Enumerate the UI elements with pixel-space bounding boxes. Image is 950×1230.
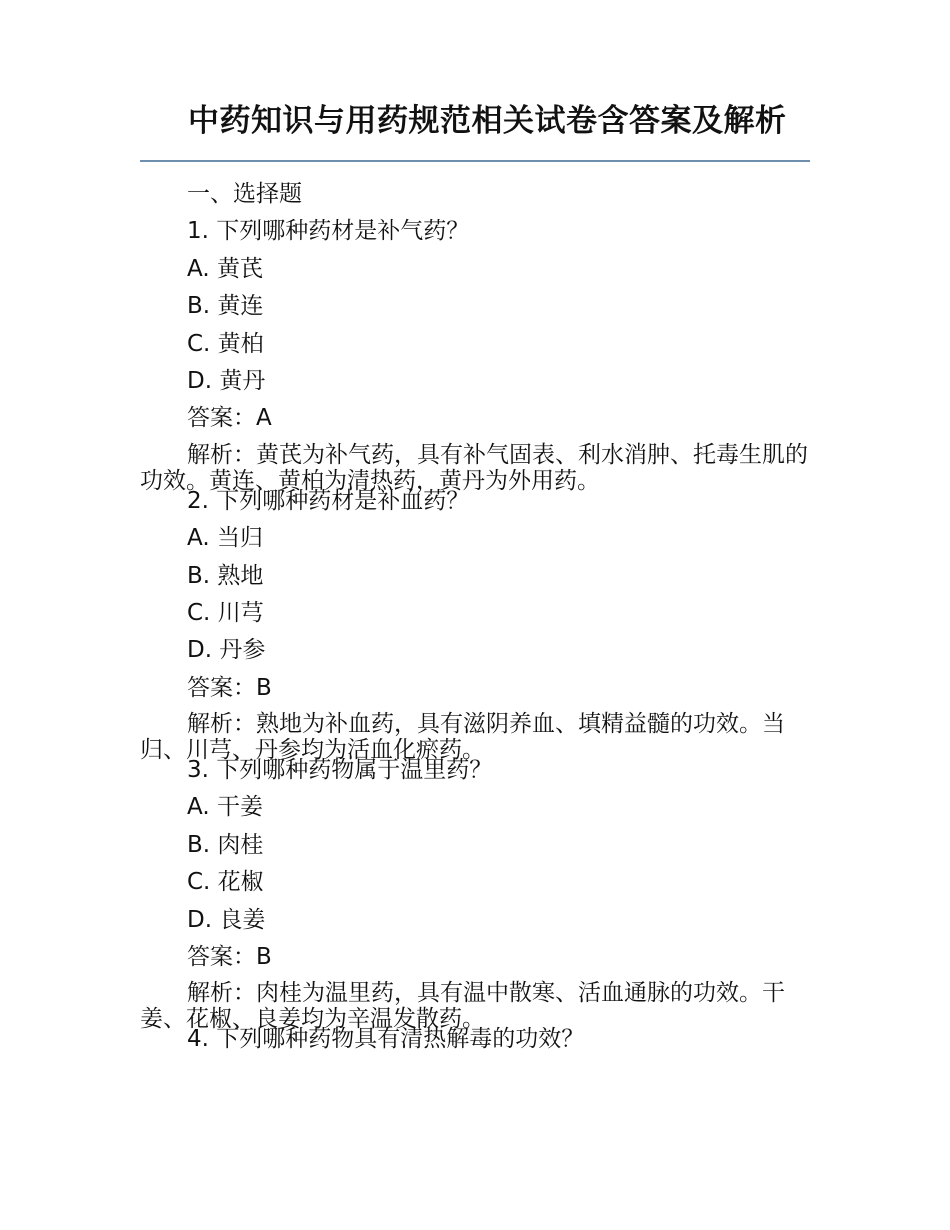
option-b: B. 熟地 [187, 562, 264, 589]
section-heading: 一、选择题 [187, 181, 302, 207]
option-b: B. 黄连 [187, 293, 264, 320]
option-a: A. 黄芪 [187, 255, 263, 282]
answer: 答案：B [187, 944, 272, 971]
option-a: A. 当归 [187, 525, 263, 552]
question-text: 2. 下列哪种药材是补血药？ [187, 487, 470, 514]
answer: 答案：B [187, 674, 272, 701]
analysis: 解析：黄芪为补气药，具有补气固表、利水消肿、托毒生肌的功效。黄连、黄柏为清热药，黄丹为外用药。 [140, 441, 808, 494]
option-d: D. 良姜 [187, 906, 266, 933]
document-body [140, 176, 810, 1059]
option-d: D. 丹参 [187, 637, 266, 664]
question-text: 4. 下列哪种药物具有清热解毒的功效？ [187, 1026, 585, 1053]
analysis: 解析：熟地为补血药，具有滋阴养血、填精益髓的功效。当归、川芎、丹参均为活血化瘀药。 [140, 711, 785, 764]
answer: 答案：A [187, 405, 272, 432]
option-a: A. 干姜 [187, 794, 263, 821]
document-title: 中药知识与用药规范相关试卷含答案及解析 [188, 103, 787, 139]
question-text: 1. 下列哪种药材是补气药？ [187, 218, 470, 245]
question-text: 3. 下列哪种药物属于温里药？ [187, 757, 493, 784]
option-c: C. 黄柏 [187, 330, 264, 357]
option-d: D. 黄丹 [187, 367, 266, 394]
analysis: 解析：肉桂为温里药，具有温中散寒、活血通脉的功效。干姜、花椒、良姜均为辛温发散药。 [140, 980, 785, 1033]
option-c: C. 川芎 [187, 599, 264, 626]
option-b: B. 肉桂 [187, 831, 264, 858]
title-underline [140, 160, 810, 162]
option-c: C. 花椒 [187, 869, 264, 896]
